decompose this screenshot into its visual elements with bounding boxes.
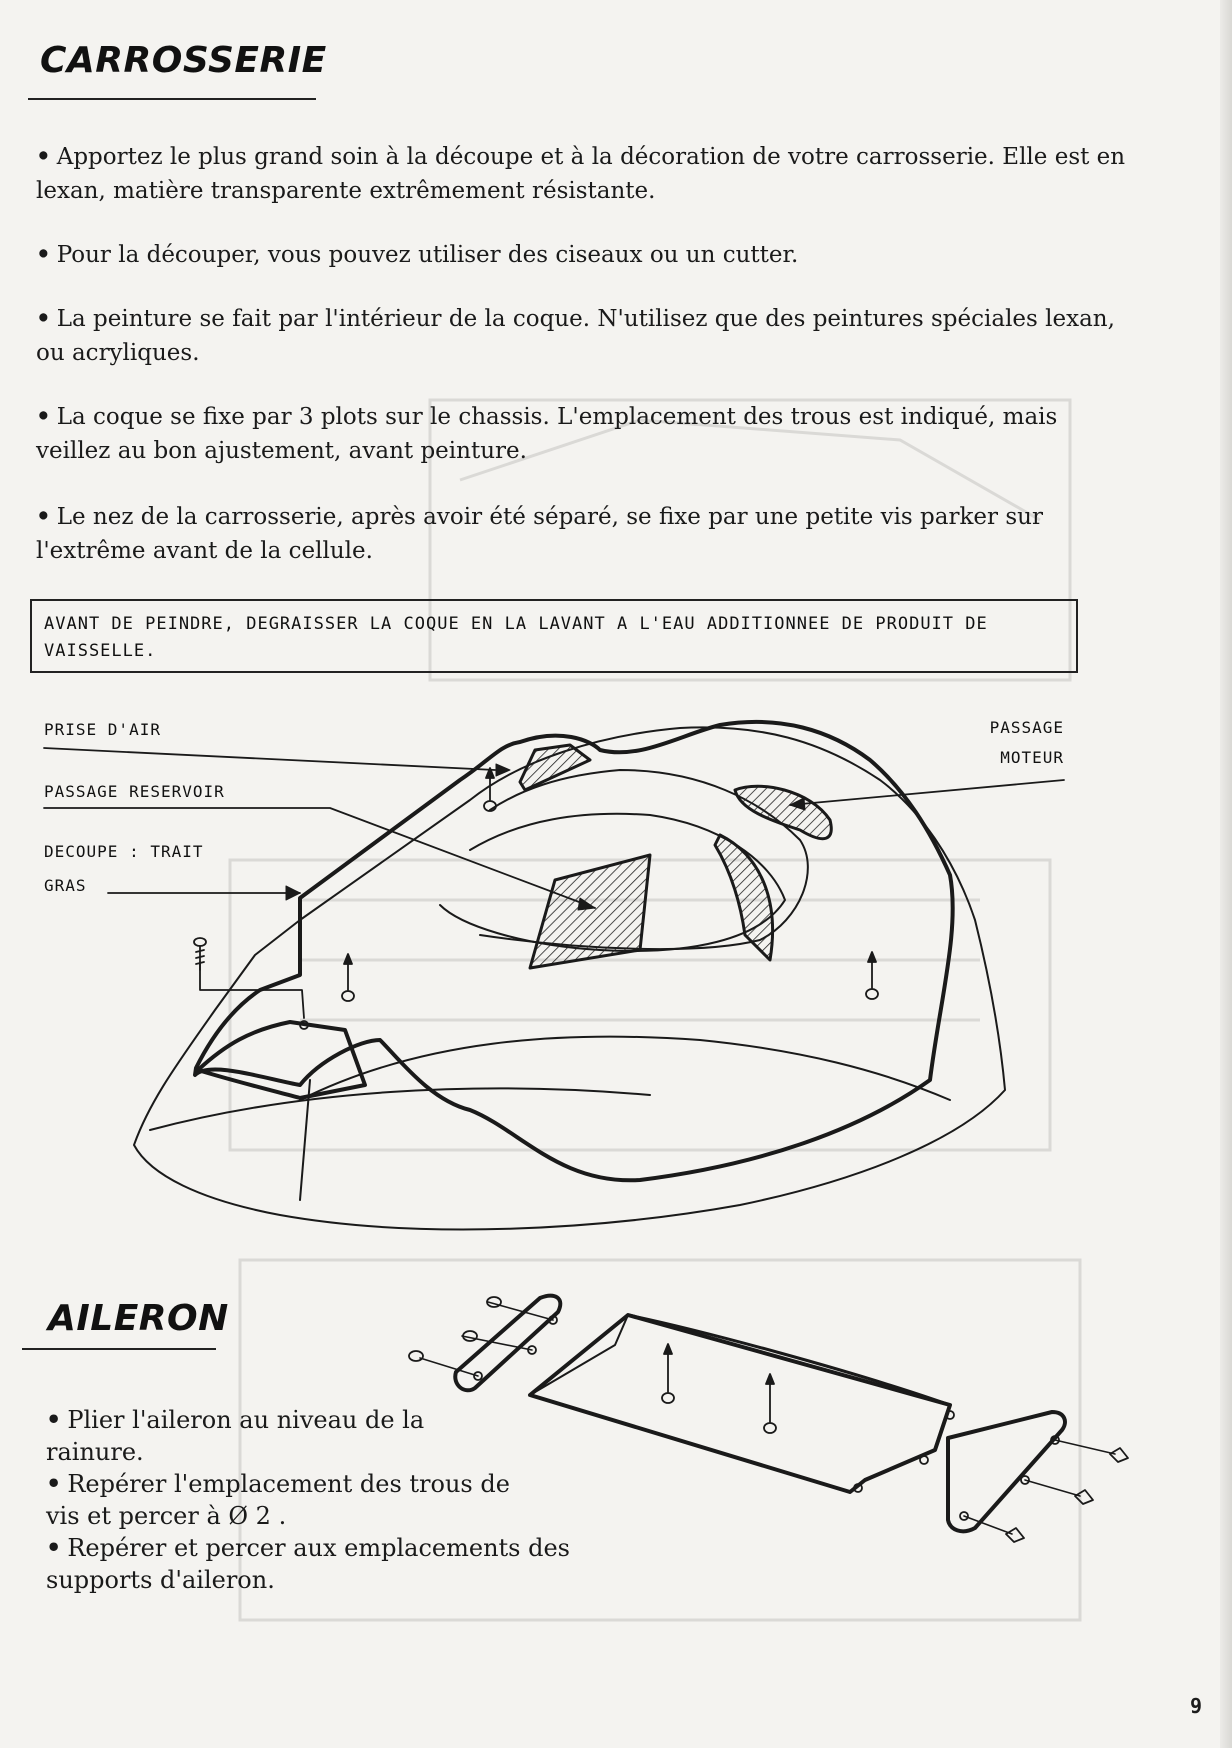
label-decoupe-line2: GRAS — [44, 876, 87, 895]
nose-section — [198, 1022, 365, 1098]
aileron-step-text: Repérer l'emplacement des trous de vis et percer à Ø 2 . — [46, 1470, 510, 1530]
degreasing-note-box: AVANT DE PEINDRE, DEGRAISSER LA COQUE EN LA LAVANT A L'EAU ADDITIONNEE DE PRODUIT DE VAISSELLE. — [30, 599, 1078, 673]
section-title-carrosserie: CARROSSERIE — [40, 40, 327, 81]
label-decoupe-line1: DECOUPE : TRAIT — [44, 842, 204, 861]
bullet-mark: • — [36, 305, 51, 332]
label-prise-air: PRISE D'AIR — [44, 720, 161, 739]
aileron-step-text: Repérer et percer aux emplacements des supports d'aileron. — [46, 1534, 570, 1594]
paragraph-text: Pour la découper, vous pouvez utiliser des ciseaux ou un cutter. — [56, 242, 799, 268]
aileron-step-2 — [46, 1468, 536, 1532]
paragraph-text: La coque se fixe par 3 plots sur le chassis. L'emplacement des trous est indiqué, mais veillez au bon ajustement, avant peinture. — [36, 404, 1058, 464]
engine-passage-opening — [735, 786, 831, 838]
wing-support-posts — [662, 1344, 776, 1433]
label-passage-reservoir: PASSAGE RESERVOIR — [44, 782, 225, 801]
leader-passage-moteur — [790, 780, 1064, 805]
label-passage-moteur-line1: PASSAGE — [989, 718, 1064, 737]
label-passage-moteur-line2: MOTEUR — [1000, 748, 1064, 767]
paragraph-text: Le nez de la carrosserie, après avoir été séparé, se fixe par une petite vis parker sur l'extrême avant de la cellule. — [36, 504, 1043, 564]
paragraph-text: Apportez le plus grand soin à la découpe et à la décoration de votre carrosserie. Elle est en lexan, matière transparente extrêmement résistante. — [36, 144, 1126, 204]
air-intake-opening — [520, 745, 590, 790]
bullet-mark: • — [46, 1405, 62, 1434]
right-endplate — [948, 1412, 1065, 1531]
aileron-instructions — [46, 1404, 646, 1596]
fuel-tank-opening — [530, 855, 650, 968]
title-underline-aileron — [22, 1348, 216, 1350]
bullet-mark: • — [46, 1533, 62, 1562]
side-crease — [300, 1037, 950, 1100]
lower-crease — [150, 1088, 650, 1130]
left-endplate — [455, 1296, 560, 1391]
aileron-step-1 — [46, 1404, 426, 1468]
side-vent-opening — [715, 835, 773, 960]
bullet-mark: • — [36, 241, 51, 268]
leader-prise-air — [44, 748, 495, 770]
section-title-aileron: AILERON — [48, 1298, 229, 1339]
car-body-shell-drawing — [44, 722, 1064, 1230]
paragraph-text: La peinture se fait par l'intérieur de la coque. N'utilisez que des peintures spéciales lexan, ou acryliques. — [36, 306, 1115, 366]
bullet-mark: • — [36, 403, 51, 430]
bullet-mark: • — [46, 1469, 62, 1498]
aileron-step-text: Plier l'aileron au niveau de la rainure. — [46, 1406, 425, 1466]
shell-outline — [134, 727, 1005, 1229]
page-number: 9 — [1189, 1694, 1202, 1718]
mount-post-2 — [342, 954, 354, 1001]
arrow-head-decoupe — [286, 886, 300, 900]
mount-post-3 — [866, 952, 878, 999]
aileron-step-3 — [46, 1532, 626, 1596]
bullet-mark: • — [36, 143, 51, 170]
bullet-mark: • — [36, 503, 51, 530]
